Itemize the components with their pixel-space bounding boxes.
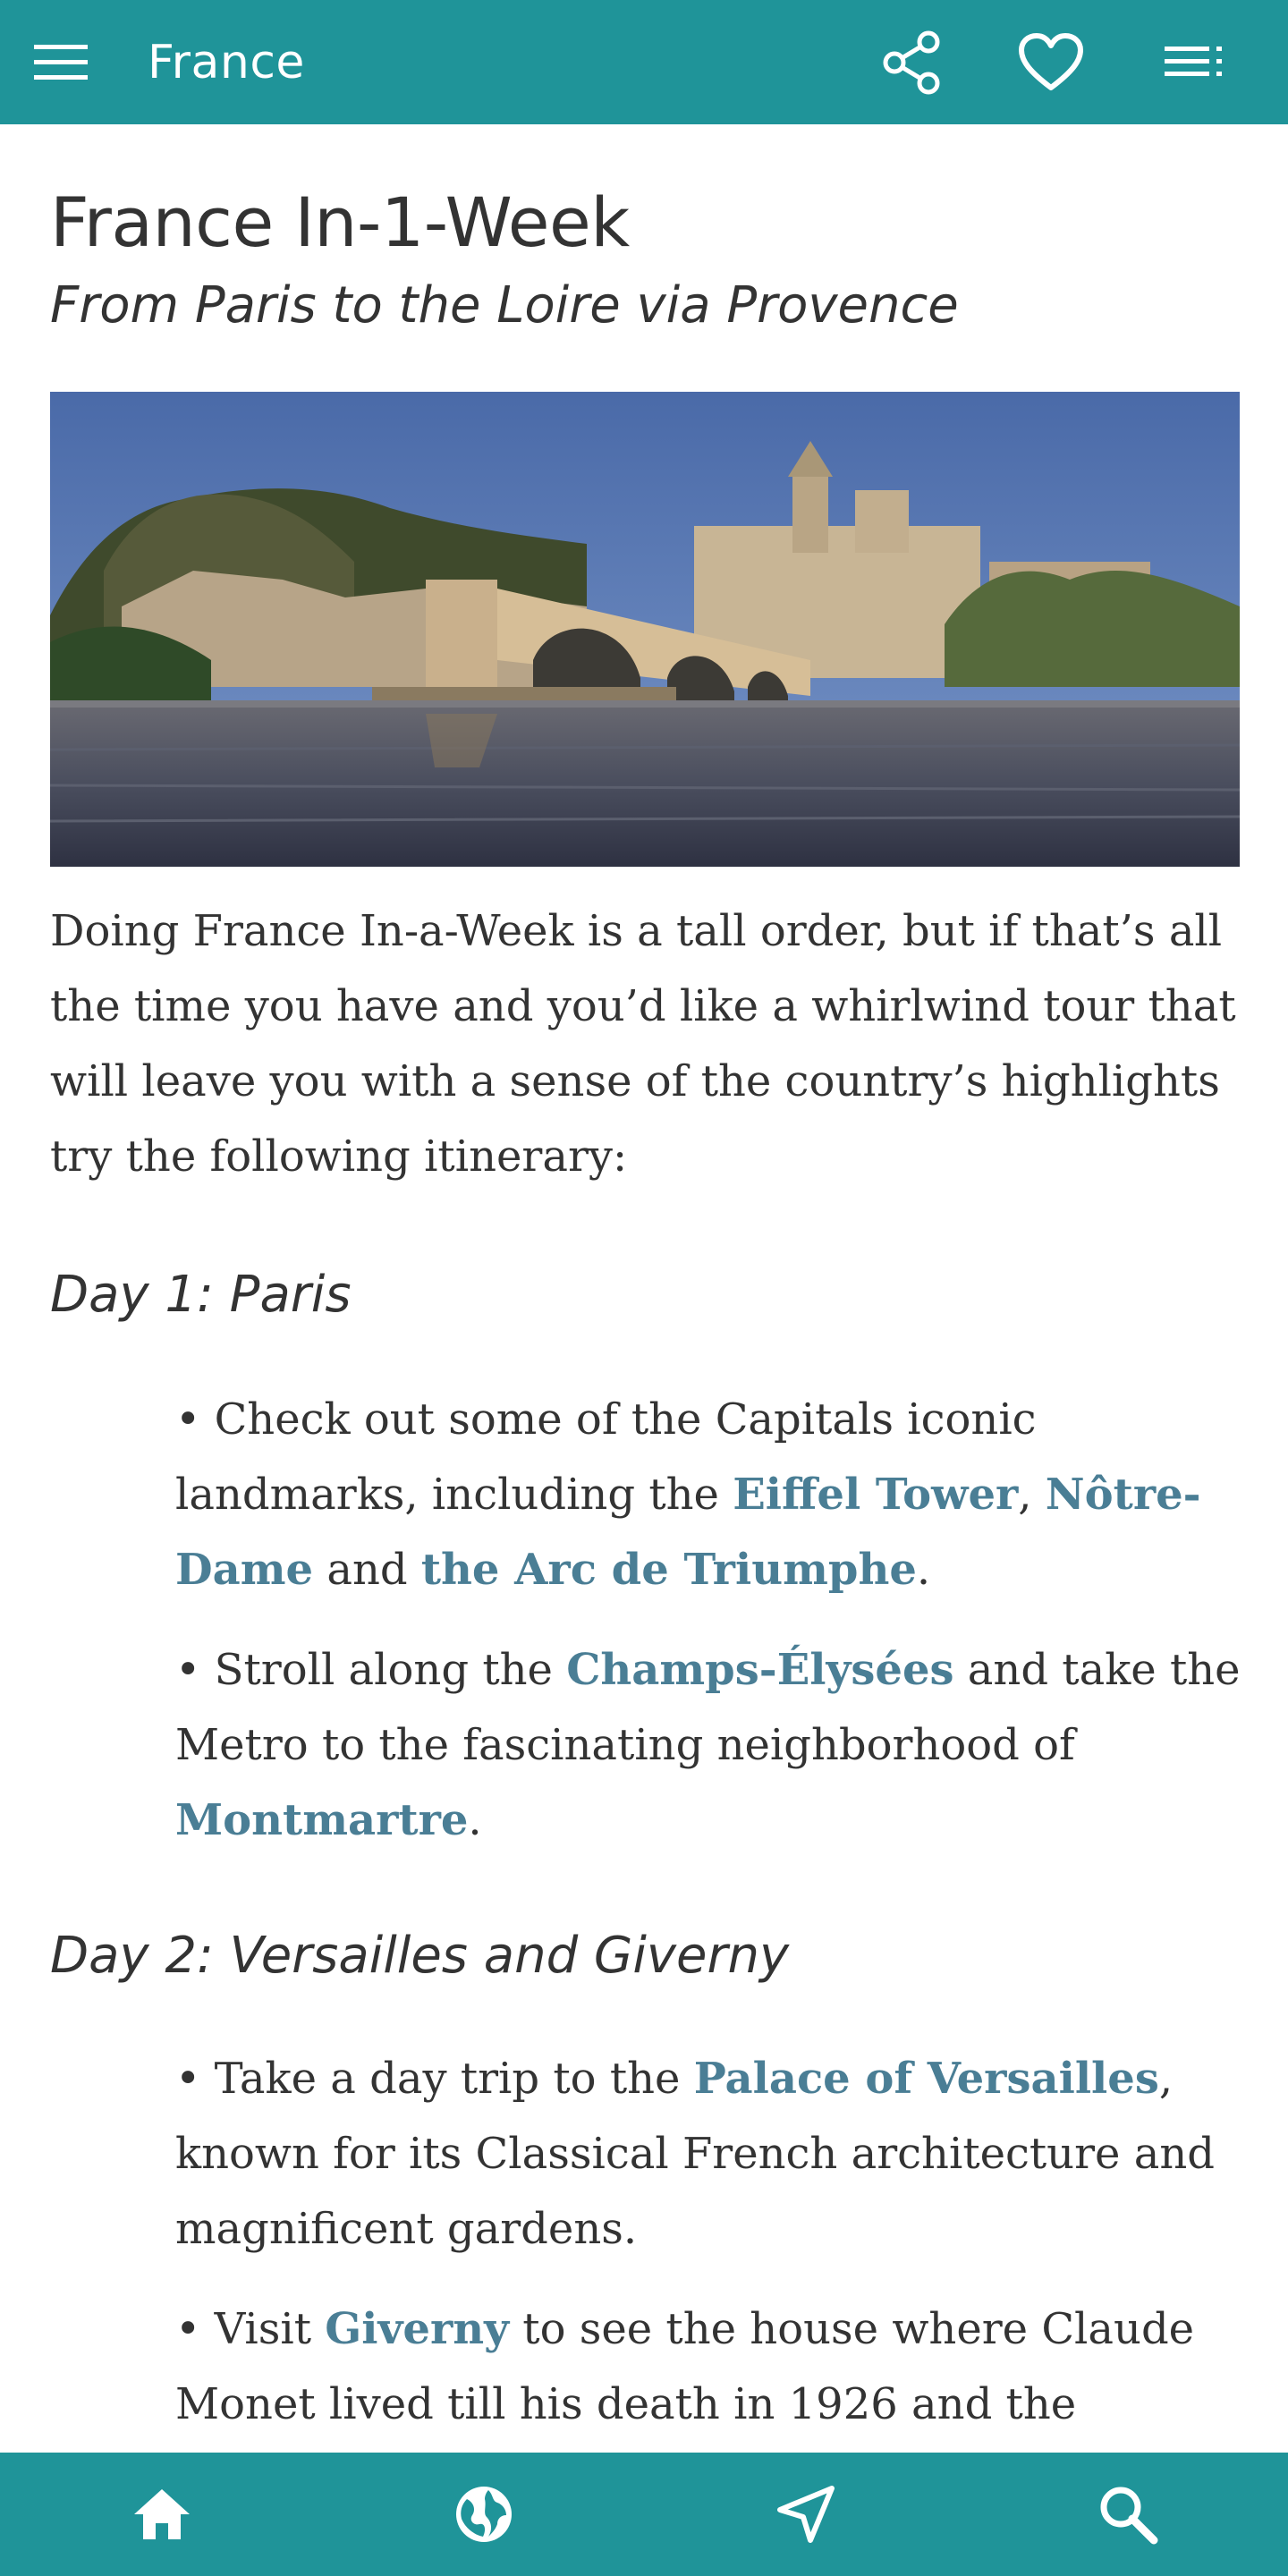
- bottom-navigation-bar: [0, 2453, 1288, 2576]
- hero-image: [50, 392, 1240, 867]
- share-icon: [880, 30, 943, 96]
- playlist-icon: [1163, 43, 1225, 82]
- intro-paragraph: Doing France In-a-Week is a tall order, but if that’s all the time you have and you’d like a whirlwind tour that will leave you with a sense of the country’s highlights try the following itinerary:: [50, 906, 1236, 1182]
- search-button[interactable]: [1092, 2479, 1164, 2550]
- favorite-button[interactable]: [1015, 27, 1087, 98]
- playlist-button[interactable]: [1158, 27, 1230, 98]
- link-giverny[interactable]: Giverny: [325, 2304, 510, 2354]
- navigation-button[interactable]: [770, 2479, 842, 2550]
- globe-icon: [453, 2483, 515, 2546]
- link-palace-of-versailles[interactable]: Palace of Versailles: [693, 2054, 1159, 2104]
- day-1-heading: Day 1: Paris: [50, 1266, 352, 1324]
- share-button[interactable]: [876, 27, 947, 98]
- link-notre-dame[interactable]: Nôtre-Dame: [175, 1470, 1201, 1595]
- link-eiffel-tower[interactable]: Eiffel Tower: [733, 1470, 1019, 1520]
- menu-button[interactable]: [30, 38, 91, 88]
- list-item: • Take a day trip to the Palace of Versailles, known for its Classical French architecture and magnificent gardens.: [175, 2054, 1215, 2254]
- home-button[interactable]: [126, 2479, 198, 2550]
- heart-icon: [1017, 32, 1085, 93]
- app-title: France: [148, 36, 305, 89]
- link-arc-de-triomphe[interactable]: the Arc de Triumphe: [420, 1545, 917, 1595]
- search-icon: [1097, 2483, 1159, 2546]
- list-item: • Visit Giverny to see the house where Claude Monet lived till his death in 1926 and the: [175, 2304, 1195, 2429]
- globe-button[interactable]: [448, 2479, 520, 2550]
- link-montmartre[interactable]: Montmartre: [175, 1795, 469, 1845]
- hamburger-menu-icon: [30, 38, 91, 88]
- page-subtitle: From Paris to the Loire via Provence: [50, 276, 959, 335]
- day-2-heading: Day 2: Versailles and Giverny: [50, 1927, 790, 1985]
- top-app-bar: [0, 0, 1288, 124]
- navigation-arrow-icon: [775, 2483, 837, 2546]
- page-title: France In-1-Week: [50, 182, 630, 262]
- list-item: • Stroll along the Champs-Élysées and take the Metro to the fascinating neighborhood of Montmartre.: [175, 1645, 1241, 1845]
- home-icon: [131, 2486, 193, 2543]
- list-item: • Check out some of the Capitals iconic landmarks, including the Eiffel Tower, Nôtre-Dame and the Arc de Triumphe.: [175, 1394, 1201, 1595]
- link-champs-elysees[interactable]: Champs-Élysées: [566, 1645, 954, 1695]
